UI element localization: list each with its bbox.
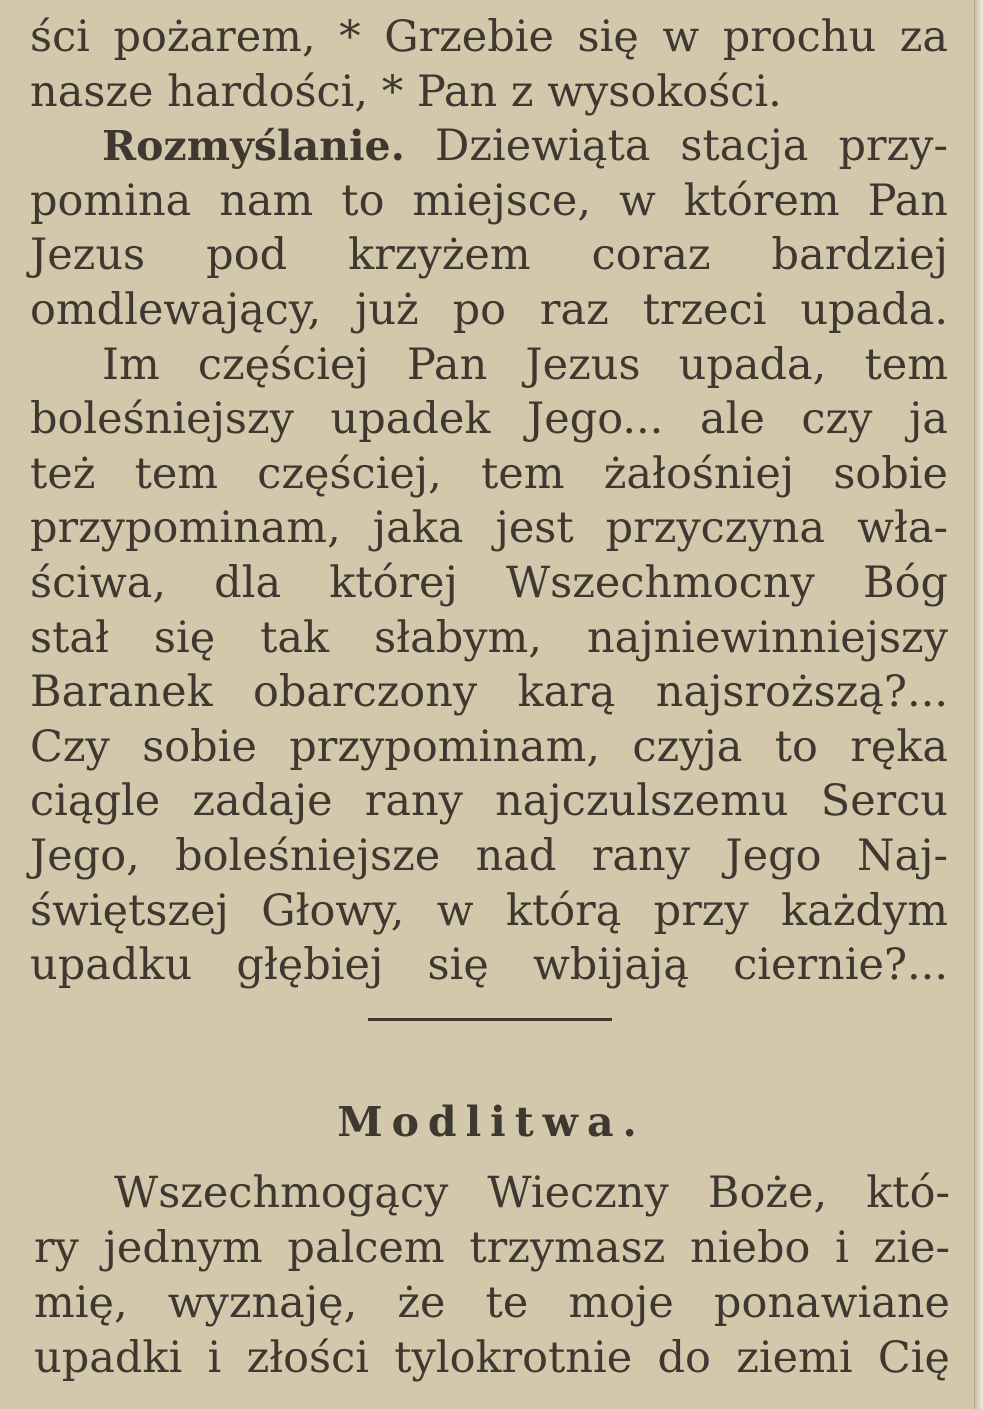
prayer-heading: Modlitwa. <box>337 1098 646 1146</box>
prayer-text <box>34 1166 950 1386</box>
text-line-rest: Dziewiąta stacja przy- <box>434 121 948 172</box>
text-line: nasze hardości, * Pan z wysokości. <box>30 66 782 117</box>
text-line: też tem częściej, tem żałośniej sobie <box>30 448 948 499</box>
text-line: stał się tak słabym, najniewinniejszy <box>30 612 948 663</box>
text-line: pomina nam to miejsce, w którem Pan <box>30 175 948 226</box>
text-line: mię, wyznaję, że te moje ponawiane <box>34 1278 950 1328</box>
text-line: Im częściej Pan Jezus upada, tem <box>102 339 948 390</box>
text-line: omdlewający, już po raz trzeci upada. <box>30 284 948 335</box>
text-line: Jego, boleśniejsze nad rany Jego Naj- <box>30 830 948 881</box>
text-line: Jezus pod krzyżem coraz bardziej <box>30 230 948 281</box>
body-text <box>30 10 948 993</box>
text-line: świętszej Głowy, w którą przy każdym <box>30 885 948 936</box>
text-line: ściwa, dla której Wszechmocny Bóg <box>30 557 948 608</box>
section-divider <box>368 1018 612 1021</box>
text-line: przypominam, jaka jest przyczyna wła- <box>30 503 948 554</box>
page-edge <box>974 0 983 1409</box>
text-line: boleśniejszy upadek Jego... ale czy ja <box>30 394 948 445</box>
text-line: Czy sobie przypominam, czyja to ręka <box>30 721 948 772</box>
meditation-label: Rozmyślanie. <box>102 122 405 171</box>
text-line: upadku głębiej się wbijają ciernie?... <box>30 940 948 991</box>
text-line: Baranek obarczony karą najsroższą?... <box>30 667 948 718</box>
text-line: ści pożarem, * Grzebie się w prochu za <box>30 12 948 62</box>
text-line: Wszechmogący Wieczny Boże, któ- <box>114 1168 950 1218</box>
meditation-first-line <box>30 119 948 174</box>
text-line: upadki i złości tylokrotnie do ziemi Cię <box>34 1333 950 1383</box>
text-line: ciągle zadaje rany najczulszemu Sercu <box>30 776 948 827</box>
text-line: ry jednym palcem trzymasz niebo i zie- <box>34 1223 950 1273</box>
